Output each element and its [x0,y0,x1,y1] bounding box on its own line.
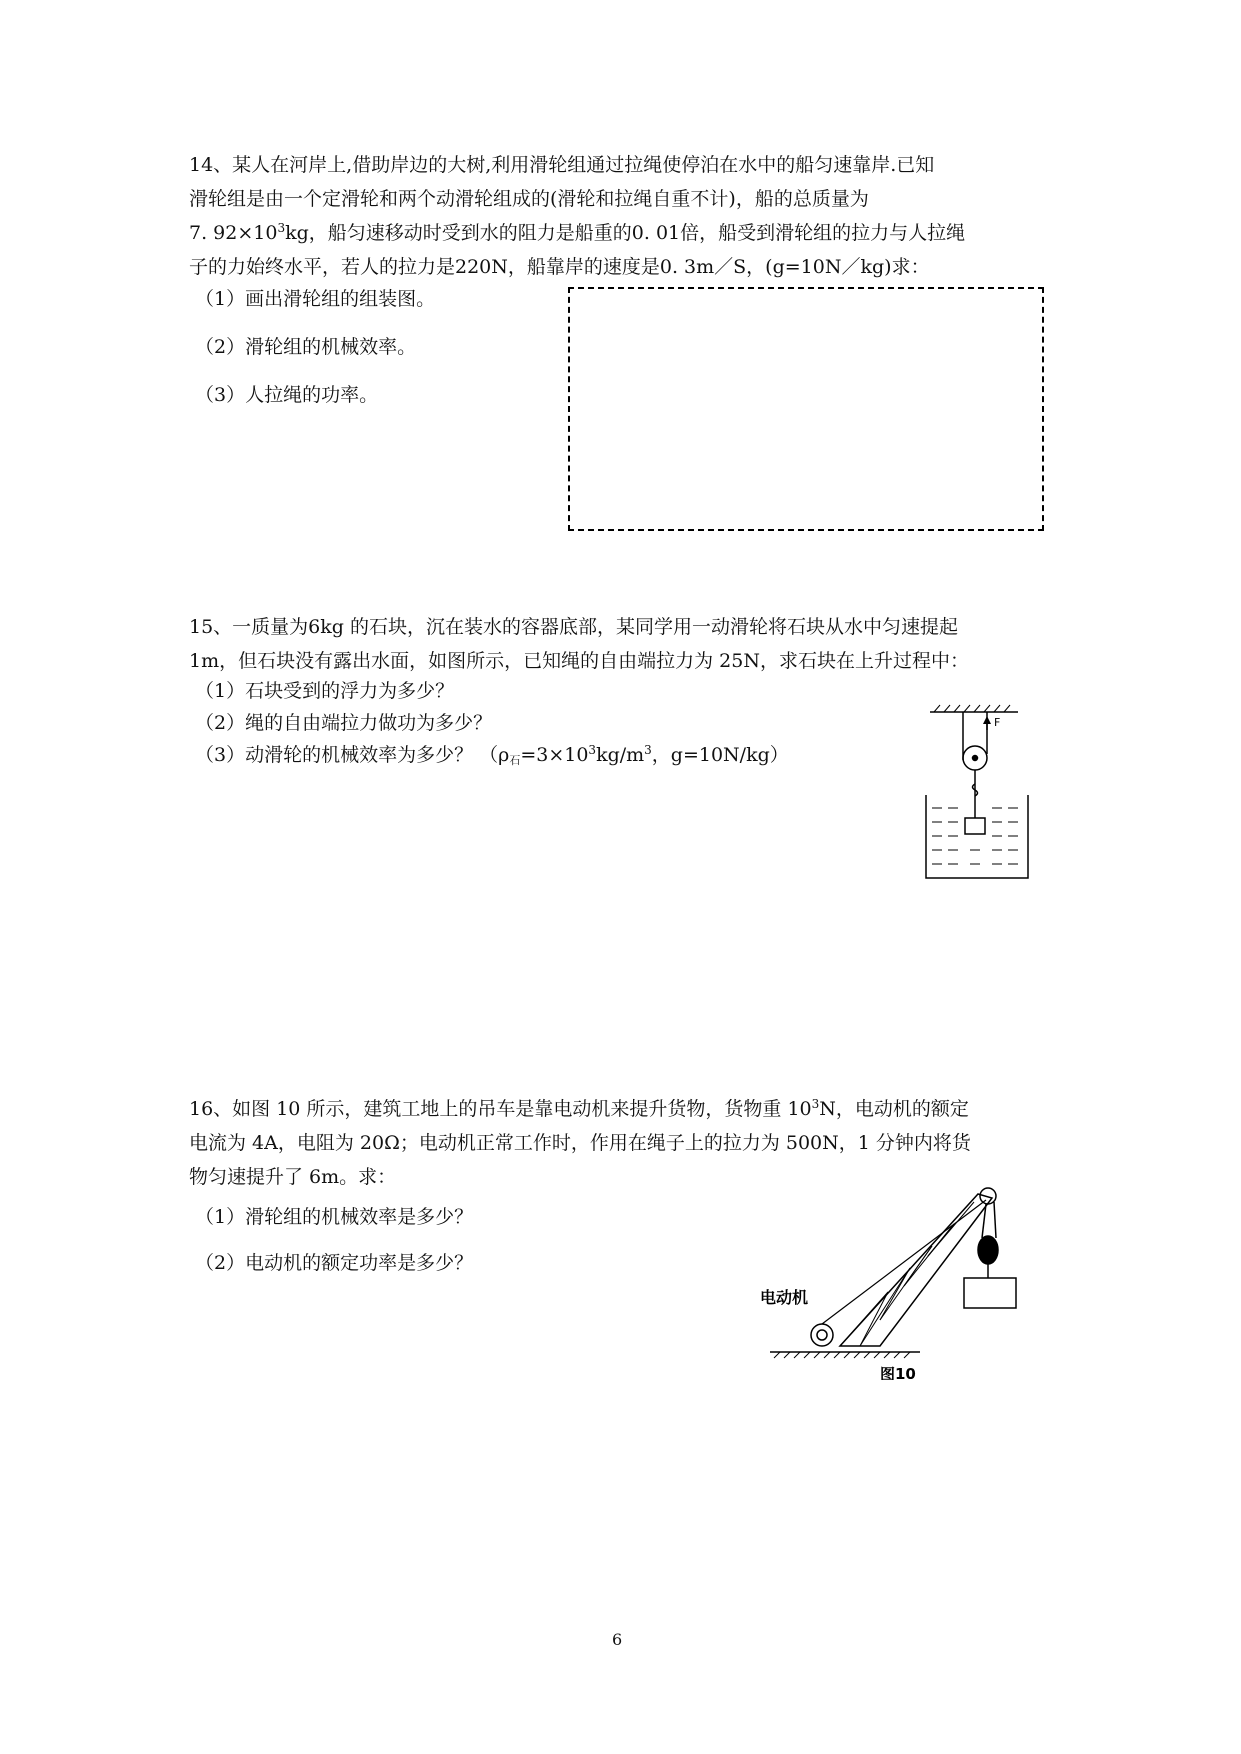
q15-item-3-d: ，g=10N/kg） [651,744,789,766]
motor-label: 电动机 [760,1288,809,1307]
q15-item-3-c: kg/m [596,744,645,766]
q15-item-3-sub: 石 [509,754,521,767]
q14-line-2: 滑轮组是由一个定滑轮和两个动滑轮组成的(滑轮和拉绳自重不计)，船的总质量为 [189,188,869,210]
cable-to-top [822,1200,986,1324]
q16-line-1 [189,1096,969,1122]
q15-item-3-sup2: 3 [644,743,652,757]
q14-line-4: 子的力始终水平，若人的拉力是220N，船靠岸的速度是0. 3m／S，(g=10N／kg)求： [189,256,930,278]
motor-drum-core [817,1330,827,1340]
q16-line-1-a: 16、如图 10 所示，建筑工地上的吊车是靠电动机来提升货物，货物重 10 [189,1098,812,1120]
q14-line-1: 14、某人在河岸上,借助岸边的大树,利用滑轮组通过拉绳使停泊在水中的船匀速靠岸.已知 [189,154,935,176]
q15-item-3 [195,742,789,774]
cargo-box [964,1278,1016,1308]
q16-line-1-b: N，电动机的额定 [819,1098,969,1120]
pulley-axle [973,756,978,761]
ceiling-hatch [934,705,1010,712]
hoist-rope-2 [994,1202,996,1238]
q15-item-3-a: （3）动滑轮的机械效率为多少？ （ρ [195,744,510,766]
figure-caption: 图10 [880,1365,916,1380]
q16-line-3: 物匀速提升了 6m。求： [189,1166,397,1188]
hook-block [978,1236,998,1264]
q14-line-3-b: kg，船匀速移动时受到水的阻力是船重的0. 01倍，船受到滑轮组的拉力与人拉绳 [285,222,966,244]
crane-figure [760,1180,1060,1380]
q16-item-1: （1）滑轮组的机械效率是多少？ [195,1206,474,1228]
q16-line-1-sup: 3 [811,1097,820,1111]
drawing-answer-box [568,287,1044,531]
pulley-in-water-figure [918,700,1068,880]
q16-item-2: （2）电动机的额定功率是多少？ [195,1252,474,1274]
stone-block [965,818,985,834]
q14-line-3-sup: 3 [277,221,286,235]
q14-line-3 [189,220,965,246]
page-number: 6 [612,1630,623,1649]
ground-hatch [774,1352,910,1358]
force-arrowhead [983,716,991,724]
q14-line-3-a: 7. 92×10 [189,222,278,244]
crane-boom [840,1194,992,1346]
q14-item-3: （3）人拉绳的功率。 [195,384,379,406]
q15-item-2: （2）绳的自由端拉力做功为多少？ [195,712,493,734]
q15-item-3-b: =3×10 [520,744,589,766]
q15-item-3-sup1: 3 [588,743,597,757]
q15-line-1: 15、一质量为6kg 的石块，沉在装水的容器底部，某同学用一动滑轮将石块从水中匀速提起 [189,616,958,638]
motor-drum [811,1324,833,1346]
q16-line-2: 电流为 4A，电阻为 20Ω；电动机正常工作时，作用在绳子上的拉力为 500N，1 分钟内将货 [189,1132,971,1154]
q15-line-2: 1m，但石块没有露出水面，如图所示，已知绳的自由端拉力为 25N，求石块在上升过程中： [189,650,969,672]
q14-item-2: （2）滑轮组的机械效率。 [195,336,417,358]
force-label: F [994,716,1001,729]
q15-item-1: （1）石块受到的浮力为多少？ [195,680,455,702]
q14-item-1: （1）画出滑轮组的组装图。 [195,288,436,310]
